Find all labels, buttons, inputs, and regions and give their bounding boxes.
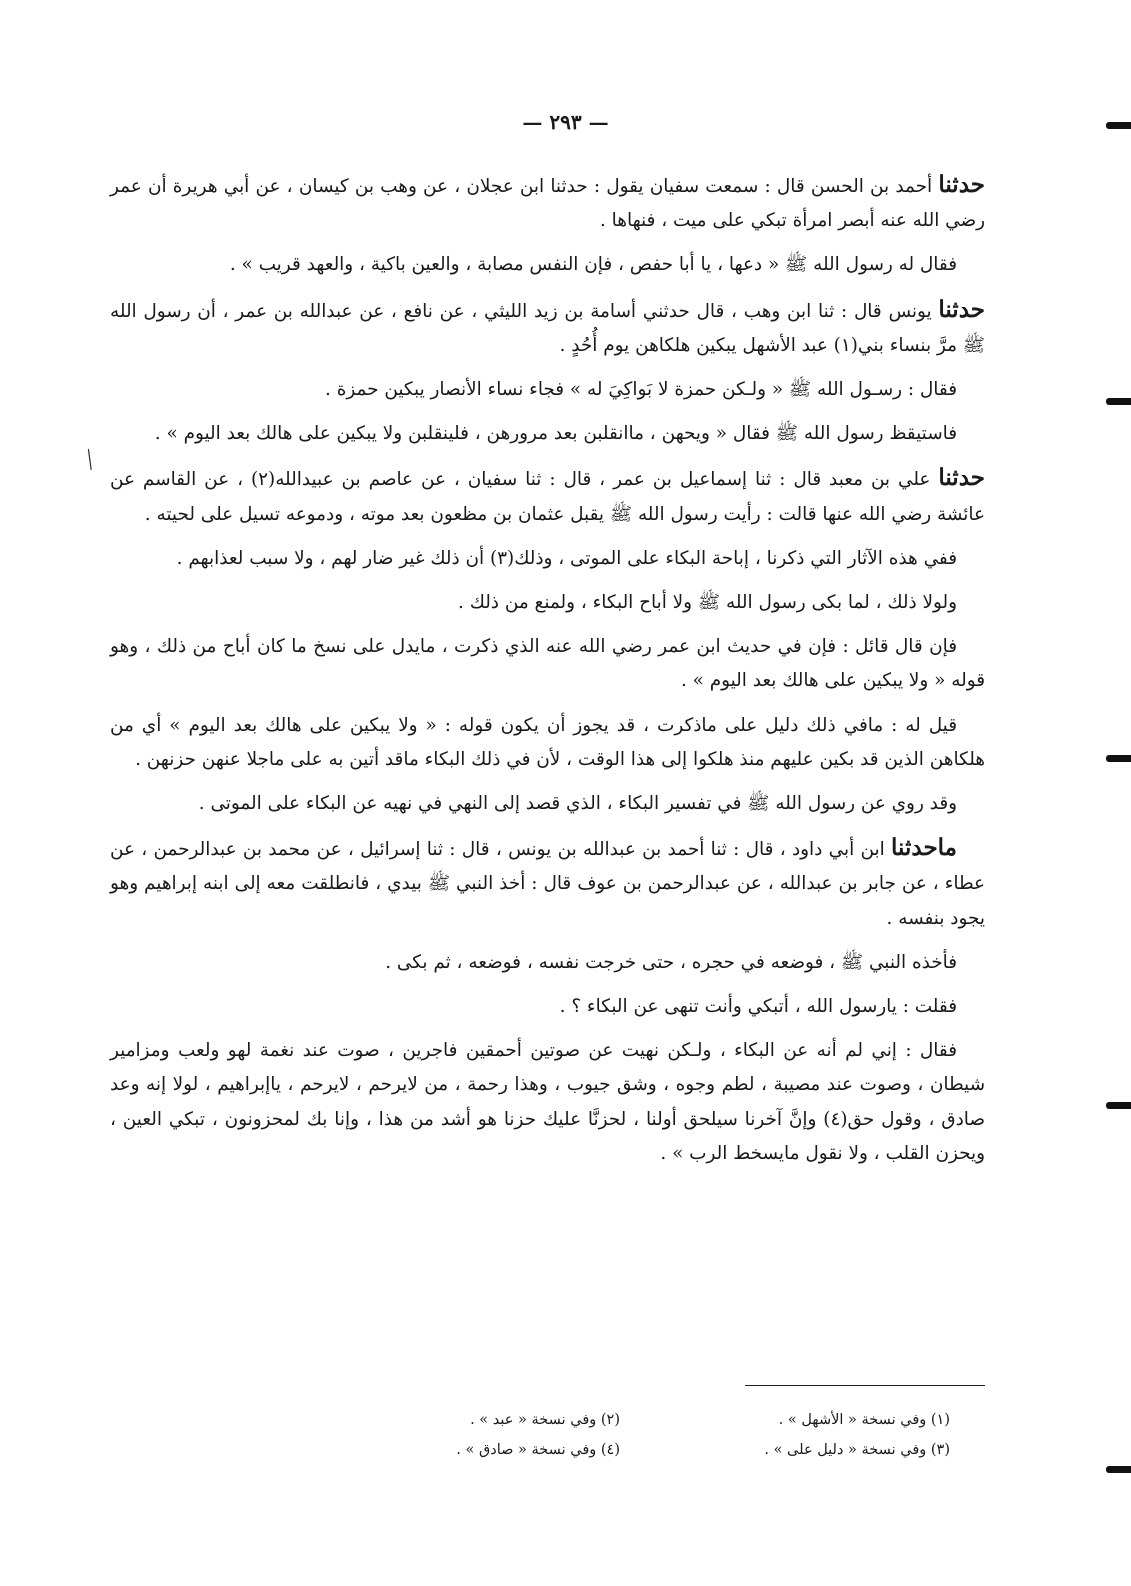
paragraph-13 [110,946,985,980]
paragraph-2 [110,248,985,282]
paragraph-11 [110,787,985,821]
page-number: — ٢٩٣ — [522,110,609,134]
hadith-lead-word: حدثنا [938,295,985,323]
footnote-divider [745,1385,985,1386]
margin-tick-mark: ╱ [80,448,100,471]
footnote-2: (٢) وفي نسخة « عبد » . [470,1412,620,1428]
paragraph-text: ابن أبي داود ، قال : ثنا أحمد بن عبدالله بن يونس ، قال : ثنا إسرائيل ، عن محمد بن عبدالرحمن ، عن عطاء ، عن جابر بن عبدالله ، عن عبدالرحمن بن عوف قال : أخذ النبي ﷺ بيدي ، فانطلقت معه إلى ابنه إبراهيم وهو يجود بنفسه . [110,839,985,929]
paragraph-12 [110,831,985,936]
paragraph-4 [110,373,985,407]
paragraph-14 [110,990,985,1024]
edge-scan-mark [1106,755,1131,762]
hadith-lead-word: حدثنا [938,171,985,198]
paragraph-text: فأخذه النبي ﷺ ، فوضعه في حجره ، حتى خرجت نفسه ، فوضعه ، ثم بكى . [385,951,957,973]
edge-scan-mark [1106,398,1131,405]
paragraph-7 [110,542,985,576]
paragraph-10 [110,709,985,777]
paragraph-text: فقال : رسـول الله ﷺ « ولـكن حمزة لا بَواكِيَ له » فجاء نساء الأنصار يبكين حمزة . [325,379,957,401]
paragraph-text: فقال له رسول الله ﷺ « دعها ، يا أبا حفص ، فإن النفس مصابة ، والعين باكية ، والعهد قريب » . [229,254,957,276]
hadith-lead-word: حدثنا [938,464,985,492]
paragraph-text: قيل له : مافي ذلك دليل على ماذكرت ، قد يجوز أن يكون قوله : « ولا يبكين على هالك بعد اليوم » أي من هلكاهن الذين قد بكين عليهم منذ هلكوا إلى هذا الوقت ، لأن في ذلك البكاء ماقد أتين به على ماجلا عنهن حزنهن . [110,714,985,770]
paragraph-text: علي بن معبد قال : ثنا إسماعيل بن عمر ، قال : ثنا سفيان ، عن عاصم بن عبيدالله(٢) ، عن القاسم عن عائشة رضي الله عنها قالت : رأيت رسول الله ﷺ يقبل عثمان بن مظعون بعد موته ، ودموعه تسيل على لحيته . [110,469,985,525]
paragraph-1 [110,168,985,238]
paragraph-text: ففي هذه الآثار التي ذكرنا ، إباحة البكاء على الموتى ، وذلك(٣) أن ذلك غير ضار لهم ، ولا سبب لعذابهم . [176,547,957,569]
paragraph-6 [110,461,985,531]
footnote-1: (١) وفي نسخة « الأشهل » . [778,1412,950,1428]
edge-scan-mark [1106,122,1131,129]
paragraph-3 [110,293,985,363]
paragraph-text: وقد روي عن رسول الله ﷺ في تفسير البكاء ، الذي قصد إلى النهي في نهيه عن البكاء على الموتى . [198,793,957,815]
paragraph-15 [110,1034,985,1171]
edge-scan-mark [1106,1102,1131,1109]
paragraph-8 [110,586,985,620]
paragraph-9 [110,630,985,698]
footnotes [330,1405,950,1465]
paragraph-text: فقلت : يارسول الله ، أتبكي وأنت تنهى عن البكاء ؟ . [559,996,957,1018]
paragraph-text: يونس قال : ثنا ابن وهب ، قال حدثني أسامة بن زيد الليثي ، عن نافع ، عن عبدالله بن عمر ، أن رسول الله ﷺ مرَّ بنساء بني(١) عبد الأشهل يبكين هلكاهن يوم أُحُدٍ . [110,300,985,356]
paragraph-text: أحمد بن الحسن قال : سمعت سفيان يقول : حدثنا ابن عجلان ، عن وهب بن كيسان ، عن أبي هريرة أن عمر رضي الله عنه أبصر امرأة تبكي على ميت ، فنهاها . [110,176,985,232]
body-text [110,168,985,1181]
paragraph-text: فاستيقظ رسول الله ﷺ فقال « ويحهن ، ماانقلبن بعد مرورهن ، فلينقلبن ولا يبكين على هالك بعد اليوم » . [154,423,957,445]
edge-scan-mark [1106,1466,1131,1473]
footnote-4: (٤) وفي نسخة « صادق » . [456,1442,620,1458]
paragraph-text: ولولا ذلك ، لما بكى رسول الله ﷺ ولا أباح البكاء ، ولمنع من ذلك . [458,592,957,614]
footnote-3: (٣) وفي نسخة « دليل على » . [764,1442,950,1458]
paragraph-5 [110,417,985,451]
hadith-lead-word: ماحدثنا [891,834,957,862]
paragraph-text: فقال : إني لم أنه عن البكاء ، ولـكن نهيت عن صوتين أحمقين فاجرين ، صوت عند نغمة لهو ولعب ومزامير شيطان ، وصوت عند مصيبة ، لطم وجوه ، وشق جيوب ، وهذا رحمة ، من لايرحم ، لايرحم ، ياإبراهيم ، لولا إنه وعد صادق ، وقول حق(٤) وإنَّ آخرنا سيلحق أولنا ، لحزنَّا عليك حزنا هو أشد من هذا ، وإنا بك لمحزونون ، تبكي العين ، ويحزن القلب ، ولا نقول مايسخط الرب » . [110,1040,985,1164]
paragraph-text: فإن قال قائل : فإن في حديث ابن عمر رضي الله عنه الذي ذكرت ، مايدل على نسخ ما كان أباح من ذلك ، وهو قوله « ولا يبكين على هالك بعد اليوم » . [110,636,985,692]
